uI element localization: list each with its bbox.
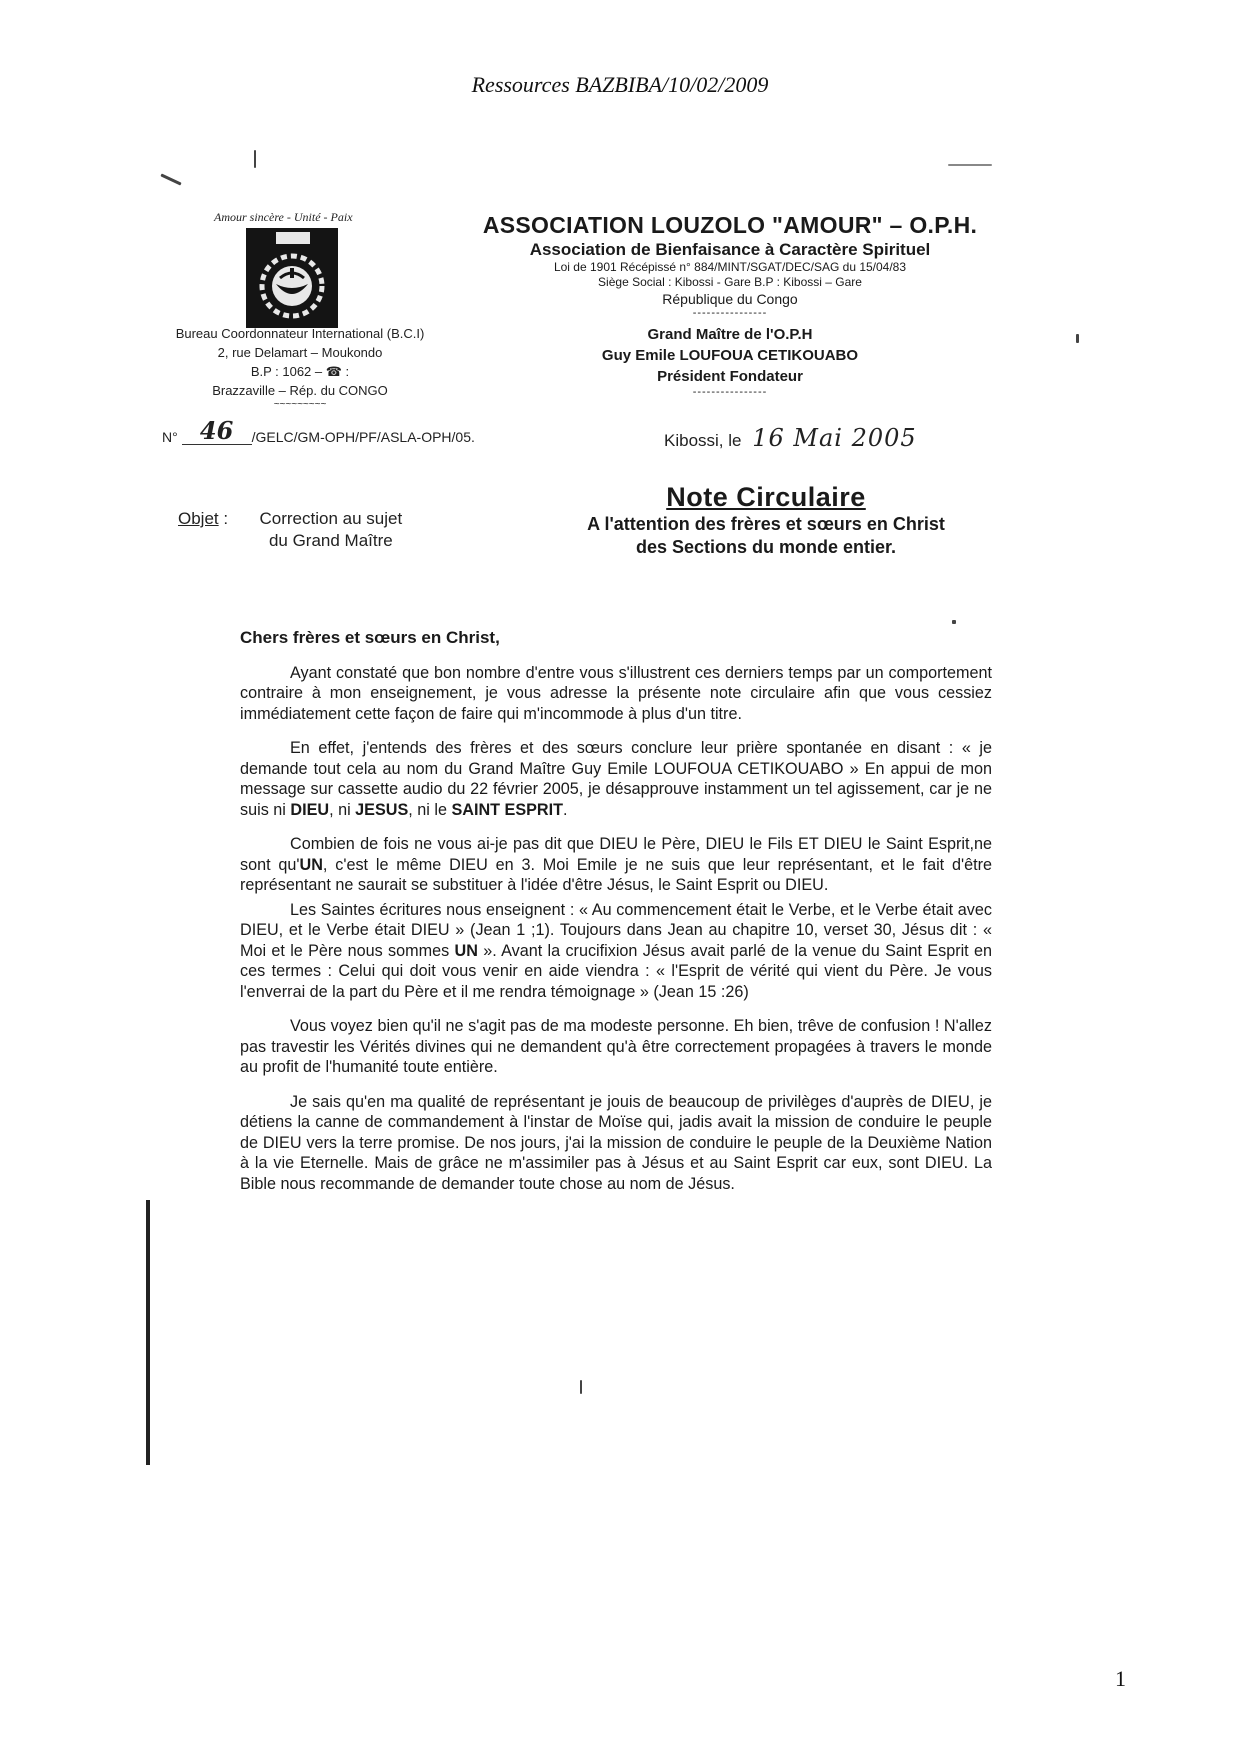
scan-speck (952, 620, 956, 624)
paragraph-text: . (563, 800, 568, 819)
date-handwritten: 16 Mai 2005 (752, 424, 917, 452)
paragraph-text: En effet, j'entends des frères et des sœurs conclure leur prière spontanée en disant : « je demande tout cela au nom du Grand Maître Guy Emile LOUFOUA CETIKOUABO » En appui de mon message sur cassette audio du 22 février 2005, je désapprouve instamment un tel agissement, car je ne suis ni (240, 739, 992, 819)
subject-line: Correction au sujet (259, 509, 403, 528)
subject-block: Objet : Correction au sujet du Grand Maître (178, 508, 421, 552)
page-number: 1 (1115, 1666, 1126, 1691)
paragraph-text: , ni (329, 800, 356, 819)
separator: ~~~~~~~~~ (273, 399, 327, 410)
emphasis: SAINT ESPRIT (451, 800, 563, 819)
paragraph (240, 834, 992, 896)
legal-registration: Loi de 1901 Récépissé n° 884/MINT/SGAT/DEC/SAG du 15/04/83 (553, 260, 907, 274)
association-name: ASSOCIATION LOUZOLO "AMOUR" – O.P.H. (482, 212, 978, 238)
reference-handwritten-number: 46 (182, 418, 252, 445)
reference-prefix: N° (162, 429, 178, 445)
scan-speck (580, 1380, 582, 1394)
circular-addressee: des Sections du monde entier. (635, 537, 897, 557)
date-place: Kibossi, le (664, 431, 742, 450)
circular-title: Note Circulaire (666, 482, 866, 512)
country: République du Congo (662, 291, 798, 307)
emphasis: UN (454, 941, 478, 960)
circular-heading (526, 482, 1006, 559)
scan-speck (948, 164, 992, 166)
association-letterhead (430, 212, 1030, 397)
salutation: Chers frères et sœurs en Christ, (240, 628, 500, 647)
association-subtitle: Association de Bienfaisance à Caractère Spirituel (529, 240, 931, 259)
grand-master-role: Président Fondateur (657, 368, 803, 385)
grand-master-name: Guy Emile LOUFOUA CETIKOUABO (601, 347, 859, 364)
reference-suffix: /GELC/GM-OPH/PF/ASLA-OPH/05. (251, 429, 475, 445)
motto: Amour sincère - Unité - Paix (214, 210, 353, 224)
paragraph-text: Les Saintes écritures nous enseignent : « Au commencement était le Verbe, et le Verbe était avec DIEU, et le Verbe était DIEU » (Jean 1 ;1). Toujours dans Jean au chapitre 10, verset 30, Jésus dit : « Moi et le Père nous sommes (240, 900, 992, 960)
page-header: Ressources BAZBIBA/10/02/2009 (471, 72, 769, 97)
emphasis: JESUS (355, 800, 409, 819)
paragraph: Vous voyez bien qu'il ne s'agit pas de ma modeste personne. Eh bien, trêve de confusion ! N'allez pas travestir les Vérités divines qui ne demandent qu'à être correctement propagées à travers le monde au profit de l'humanité toute entière. (240, 1017, 992, 1076)
address-line: 2, rue Delamart – Moukondo (217, 345, 383, 360)
grand-master-title: Grand Maître de l'O.P.H (647, 326, 813, 343)
letter-date (664, 424, 917, 452)
address-line: Brazzaville – Rép. du CONGO (212, 383, 388, 398)
separator: ---------------- (692, 307, 768, 319)
paragraph (240, 900, 992, 1003)
scan-speck (1076, 334, 1079, 343)
scan-edge (146, 1200, 150, 1465)
bureau-address-block (160, 324, 440, 410)
subject-label: Objet (178, 509, 219, 528)
subject-text (241, 508, 421, 552)
separator: ---------------- (692, 386, 768, 398)
reference-number (162, 418, 475, 445)
subject-line: du Grand Maître (268, 531, 393, 550)
emphasis: DIEU (290, 800, 330, 819)
paragraph: Ayant constaté que bon nombre d'entre vous s'illustrent ces derniers temps par un comportement contraire à mon enseignement, je vous adresse la présente note circulaire afin que vous cessiez immédiatement cette façon de faire qui m'incommode à plus d'un titre. (240, 663, 992, 723)
paragraph-text: , c'est le même DIEU en 3. Moi Emile je ne suis que leur représentant, et le fait d'être représentant ne saurait se substituer à l'idée d'être Jésus, le Saint Esprit ou DIEU. (240, 855, 992, 894)
paragraph (240, 738, 992, 820)
head-office: Siège Social : Kibossi - Gare B.P : Kibossi – Gare (598, 275, 862, 289)
letter-body (240, 628, 992, 1208)
bureau-name: Bureau Coordonnateur International (B.C.I) (175, 326, 425, 341)
circular-addressee: A l'attention des frères et sœurs en Christ (587, 514, 945, 534)
paragraph-text: ». Avant la crucifixion Jésus avait parlé de la venue du Saint Esprit en ces termes : Celui qui doit vous venir en aide viendra : « l'Esprit de vérité qui vient du Père. Je vous l'enverrai de la part du Père et il me rendra témoignage » (Jean 15 :26) (240, 941, 992, 1001)
scan-speck (254, 150, 256, 168)
emphasis: UN (299, 855, 323, 874)
paragraph-text: Combien de fois ne vous ai-je pas dit que DIEU le Père, DIEU le Fils ET DIEU le Saint Esprit,ne sont qu' (240, 835, 992, 874)
paragraph-text: , ni le (408, 800, 452, 819)
address-line: B.P : 1062 – ☎ : (250, 364, 350, 379)
oph-emblem-icon (246, 228, 338, 328)
paragraph: Je sais qu'en ma qualité de représentant je jouis de beaucoup de privilèges d'auprès de DIEU, je détiens la canne de commandement à l'instar de Moïse qui, jadis avait la mission de conduire le peuple de DIEU vers la terre promise. De nos jours, j'ai la mission de conduire le peuple de la Deuxième Nation à la vie Eternelle. Mais de grâce ne m'assimiler pas à Jésus et au Saint Esprit car eux, sont DIEU. La Bible nous recommande de demander toute chose au nom de Jésus. (240, 1092, 992, 1193)
